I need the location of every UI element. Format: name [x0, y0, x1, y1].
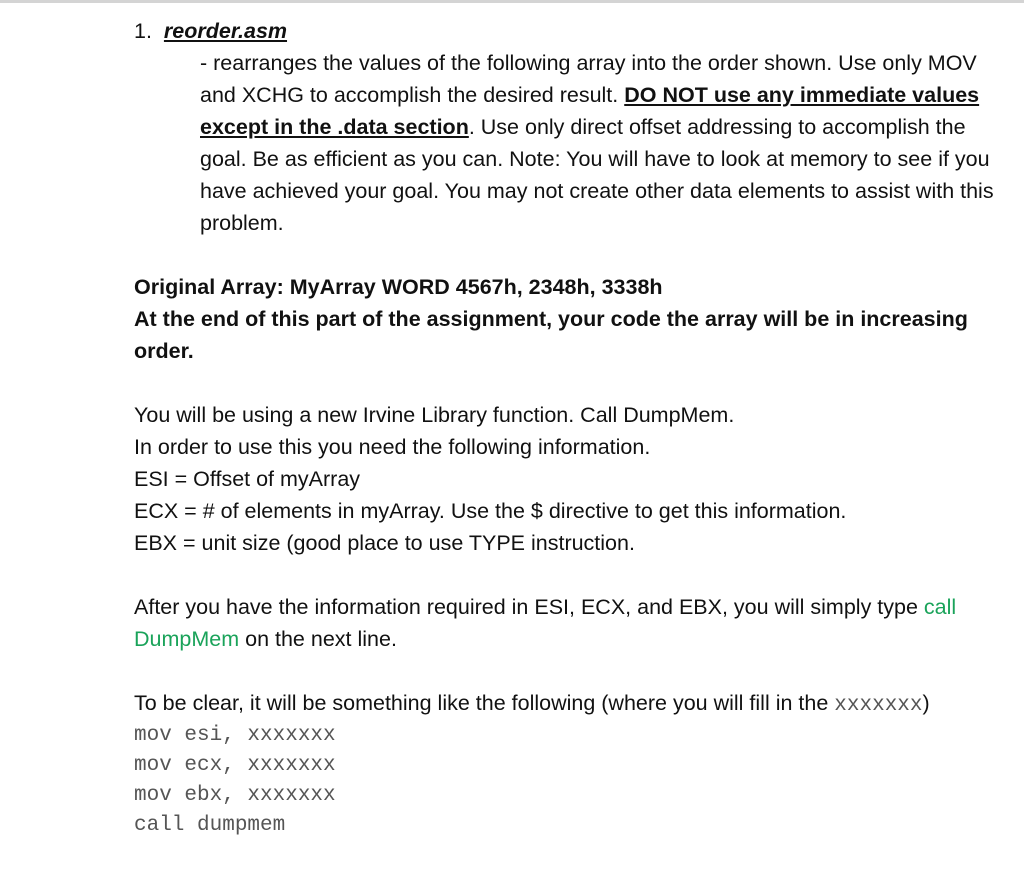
after-info-paragraph: [134, 591, 1014, 655]
intro-text-2: . Use only direct offset addressing to accomplish the goal. Be as efficient as you can. Note: You will have to look at memory to see if you have achieved your goal. You may not create other data elements to assist with this problem.: [200, 115, 994, 235]
clarify-text-2: ): [922, 691, 930, 715]
after-info-text-1: After you have the information required in ESI, ECX, and EBX, you will simply type: [134, 595, 924, 619]
clarify-placeholder: xxxxxxx: [834, 694, 923, 717]
spacer: [134, 655, 1014, 687]
ebx-line: EBX = unit size (good place to use TYPE instruction.: [134, 531, 635, 555]
document-page: [134, 15, 1014, 841]
code-line-call-dumpmem: call dumpmem: [134, 814, 286, 837]
section-heading: [134, 15, 1014, 47]
top-rule: [0, 0, 1024, 3]
code-line-mov-ecx: mov ecx, xxxxxxx: [134, 754, 336, 777]
code-line-mov-esi: mov esi, xxxxxxx: [134, 724, 336, 747]
code-block: [134, 721, 1014, 841]
spacer: [134, 239, 1014, 271]
increasing-order-line: At the end of this part of the assignment, your code the array will be in increasing order.: [134, 307, 968, 363]
dumpmem-info-line: In order to use this you need the following information.: [134, 435, 651, 459]
code-line-mov-ebx: mov ebx, xxxxxxx: [134, 784, 336, 807]
spacer: [134, 559, 1014, 591]
dumpmem-intro-line: You will be using a new Irvine Library function. Call DumpMem.: [134, 403, 735, 427]
esi-line: ESI = Offset of myArray: [134, 467, 361, 491]
intro-text-1: - rearranges the values of the following array into the order shown. Use only MOV and XCHG to accomplish the desired result.: [200, 51, 977, 107]
filename-title: reorder.asm: [163, 19, 288, 43]
clarify-paragraph: [134, 687, 1014, 721]
after-info-text-2: on the next line.: [239, 627, 397, 651]
intro-emphasis: DO NOT use any immediate values except in the .data section: [200, 83, 980, 139]
spacer: [134, 367, 1014, 399]
section-number: 1.: [134, 19, 152, 43]
intro-paragraph: [134, 47, 1014, 239]
clarify-text-1: To be clear, it will be something like the following (where you will fill in the: [134, 691, 835, 715]
original-array-line: Original Array: MyArray WORD 4567h, 2348h, 3338h: [134, 275, 663, 299]
ecx-line: ECX = # of elements in myArray. Use the $ directive to get this information.: [134, 499, 847, 523]
call-dumpmem-green: call DumpMem: [134, 595, 957, 651]
